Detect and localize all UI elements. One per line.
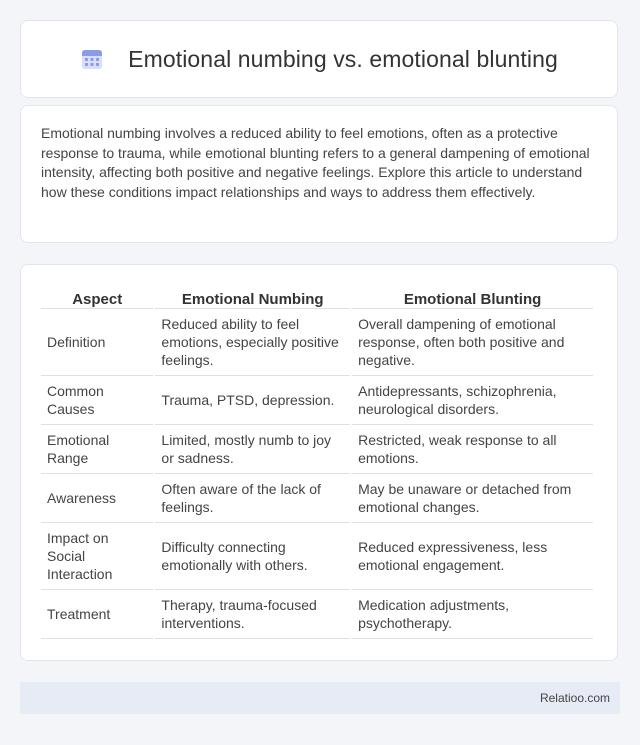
footer bbox=[20, 682, 620, 714]
title-card bbox=[20, 20, 618, 98]
page-title: Emotional numbing vs. emotional blunting bbox=[128, 45, 558, 72]
aspect-cell: Definition bbox=[41, 309, 153, 376]
numbing-cell: Limited, mostly numb to joy or sadness. bbox=[155, 425, 350, 474]
table-row bbox=[41, 474, 593, 523]
blunting-cell: Overall dampening of emotional response, often both positive and negative. bbox=[352, 309, 593, 376]
aspect-cell: Treatment bbox=[41, 590, 153, 639]
numbing-cell: Difficulty connecting emotionally with others. bbox=[155, 523, 350, 590]
aspect-cell: Awareness bbox=[41, 474, 153, 523]
table-row bbox=[41, 376, 593, 425]
aspect-cell: Impact on Social Interaction bbox=[41, 523, 153, 590]
table-row bbox=[41, 425, 593, 474]
header-emotional-blunting: Emotional Blunting bbox=[352, 285, 593, 309]
blunting-cell: May be unaware or detached from emotional changes. bbox=[352, 474, 593, 523]
aspect-cell: Common Causes bbox=[41, 376, 153, 425]
calendar-icon bbox=[80, 47, 104, 71]
comparison-table bbox=[39, 285, 595, 639]
table-row bbox=[41, 590, 593, 639]
header-aspect: Aspect bbox=[41, 285, 153, 309]
blunting-cell: Reduced expressiveness, less emotional engagement. bbox=[352, 523, 593, 590]
footer-brand[interactable]: Relatioo.com bbox=[539, 691, 610, 705]
blunting-cell: Medication adjustments, psychotherapy. bbox=[352, 590, 593, 639]
table-row bbox=[41, 523, 593, 590]
numbing-cell: Therapy, trauma-focused interventions. bbox=[155, 590, 350, 639]
blunting-cell: Antidepressants, schizophrenia, neurological disorders. bbox=[352, 376, 593, 425]
table-row bbox=[41, 309, 593, 376]
comparison-card bbox=[20, 264, 618, 661]
aspect-cell: Emotional Range bbox=[41, 425, 153, 474]
numbing-cell: Reduced ability to feel emotions, especially positive feelings. bbox=[155, 309, 350, 376]
numbing-cell: Often aware of the lack of feelings. bbox=[155, 474, 350, 523]
intro-paragraph: Emotional numbing involves a reduced ability to feel emotions, often as a protective response to trauma, while emotional blunting refers to a general dampening of emotional intensity, affecting both positive and negative feelings. Explore this article to understand how these conditions impact relationships and ways to address them effectively. bbox=[41, 125, 590, 200]
blunting-cell: Restricted, weak response to all emotions. bbox=[352, 425, 593, 474]
header-emotional-numbing: Emotional Numbing bbox=[155, 285, 350, 309]
numbing-cell: Trauma, PTSD, depression. bbox=[155, 376, 350, 425]
table-header-row bbox=[41, 285, 593, 309]
intro-card bbox=[20, 105, 618, 243]
